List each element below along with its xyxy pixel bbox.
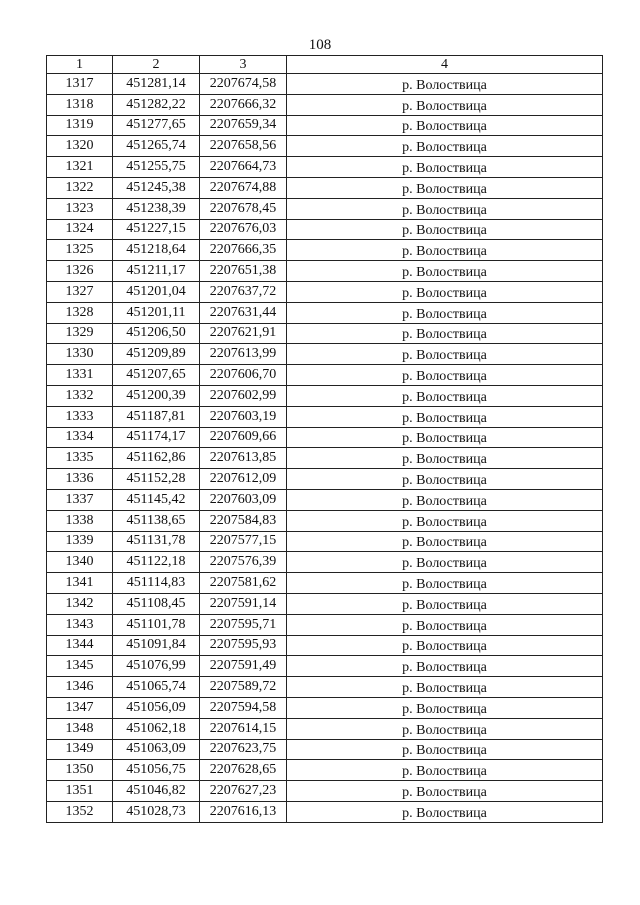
point-number-cell: 1340	[47, 552, 113, 573]
point-number-cell: 1327	[47, 281, 113, 302]
y-coordinate-cell: 2207613,99	[200, 344, 287, 365]
point-number-cell: 1318	[47, 94, 113, 115]
table-row	[47, 781, 603, 802]
x-coordinate-cell: 451108,45	[113, 593, 200, 614]
table-row	[47, 531, 603, 552]
y-coordinate-cell: 2207606,70	[200, 365, 287, 386]
point-number-cell: 1334	[47, 427, 113, 448]
description-cell: р. Волоствица	[287, 94, 603, 115]
y-coordinate-cell: 2207614,15	[200, 718, 287, 739]
header-cell-description: 4	[287, 56, 603, 74]
x-coordinate-cell: 451238,39	[113, 198, 200, 219]
y-coordinate-cell: 2207589,72	[200, 677, 287, 698]
x-coordinate-cell: 451187,81	[113, 406, 200, 427]
description-cell: р. Волоствица	[287, 302, 603, 323]
description-cell: р. Волоствица	[287, 198, 603, 219]
x-coordinate-cell: 451200,39	[113, 385, 200, 406]
y-coordinate-cell: 2207664,73	[200, 157, 287, 178]
table-row	[47, 718, 603, 739]
point-number-cell: 1330	[47, 344, 113, 365]
point-number-cell: 1345	[47, 656, 113, 677]
description-cell: р. Волоствица	[287, 781, 603, 802]
coordinates-table	[46, 55, 603, 823]
table-row	[47, 656, 603, 677]
point-number-cell: 1328	[47, 302, 113, 323]
table-row	[47, 697, 603, 718]
x-coordinate-cell: 451114,83	[113, 573, 200, 594]
description-cell: р. Волоствица	[287, 677, 603, 698]
y-coordinate-cell: 2207621,91	[200, 323, 287, 344]
y-coordinate-cell: 2207595,71	[200, 614, 287, 635]
description-cell: р. Волоствица	[287, 323, 603, 344]
description-cell: р. Волоствица	[287, 344, 603, 365]
description-cell: р. Волоствица	[287, 593, 603, 614]
table-row	[47, 635, 603, 656]
table-row	[47, 240, 603, 261]
x-coordinate-cell: 451152,28	[113, 469, 200, 490]
table-row	[47, 385, 603, 406]
description-cell: р. Волоствица	[287, 718, 603, 739]
y-coordinate-cell: 2207627,23	[200, 781, 287, 802]
y-coordinate-cell: 2207602,99	[200, 385, 287, 406]
point-number-cell: 1347	[47, 697, 113, 718]
point-number-cell: 1326	[47, 261, 113, 282]
point-number-cell: 1339	[47, 531, 113, 552]
point-number-cell: 1337	[47, 489, 113, 510]
y-coordinate-cell: 2207584,83	[200, 510, 287, 531]
description-cell: р. Волоствица	[287, 240, 603, 261]
description-cell: р. Волоствица	[287, 760, 603, 781]
x-coordinate-cell: 451076,99	[113, 656, 200, 677]
x-coordinate-cell: 451282,22	[113, 94, 200, 115]
point-number-cell: 1344	[47, 635, 113, 656]
point-number-cell: 1333	[47, 406, 113, 427]
x-coordinate-cell: 451281,14	[113, 74, 200, 95]
table-row	[47, 760, 603, 781]
y-coordinate-cell: 2207612,09	[200, 469, 287, 490]
point-number-cell: 1348	[47, 718, 113, 739]
table-header-row	[47, 56, 603, 74]
description-cell: р. Волоствица	[287, 427, 603, 448]
y-coordinate-cell: 2207674,58	[200, 74, 287, 95]
point-number-cell: 1322	[47, 177, 113, 198]
y-coordinate-cell: 2207609,66	[200, 427, 287, 448]
y-coordinate-cell: 2207666,35	[200, 240, 287, 261]
table-row	[47, 614, 603, 635]
x-coordinate-cell: 451265,74	[113, 136, 200, 157]
x-coordinate-cell: 451122,18	[113, 552, 200, 573]
y-coordinate-cell: 2207595,93	[200, 635, 287, 656]
point-number-cell: 1349	[47, 739, 113, 760]
header-cell-x: 2	[113, 56, 200, 74]
x-coordinate-cell: 451101,78	[113, 614, 200, 635]
description-cell: р. Волоствица	[287, 697, 603, 718]
y-coordinate-cell: 2207674,88	[200, 177, 287, 198]
table-row	[47, 219, 603, 240]
description-cell: р. Волоствица	[287, 614, 603, 635]
table-row	[47, 469, 603, 490]
point-number-cell: 1321	[47, 157, 113, 178]
table-row	[47, 406, 603, 427]
point-number-cell: 1317	[47, 74, 113, 95]
point-number-cell: 1341	[47, 573, 113, 594]
description-cell: р. Волоствица	[287, 136, 603, 157]
table-row	[47, 677, 603, 698]
x-coordinate-cell: 451218,64	[113, 240, 200, 261]
point-number-cell: 1350	[47, 760, 113, 781]
table-row	[47, 365, 603, 386]
point-number-cell: 1324	[47, 219, 113, 240]
point-number-cell: 1319	[47, 115, 113, 136]
description-cell: р. Волоствица	[287, 219, 603, 240]
x-coordinate-cell: 451277,65	[113, 115, 200, 136]
point-number-cell: 1351	[47, 781, 113, 802]
header-cell-number: 1	[47, 56, 113, 74]
description-cell: р. Волоствица	[287, 157, 603, 178]
description-cell: р. Волоствица	[287, 115, 603, 136]
point-number-cell: 1320	[47, 136, 113, 157]
table-row	[47, 801, 603, 822]
description-cell: р. Волоствица	[287, 510, 603, 531]
y-coordinate-cell: 2207678,45	[200, 198, 287, 219]
description-cell: р. Волоствица	[287, 801, 603, 822]
table-row	[47, 261, 603, 282]
header-cell-y: 3	[200, 56, 287, 74]
table-row	[47, 573, 603, 594]
table-row	[47, 115, 603, 136]
y-coordinate-cell: 2207658,56	[200, 136, 287, 157]
x-coordinate-cell: 451056,09	[113, 697, 200, 718]
point-number-cell: 1323	[47, 198, 113, 219]
description-cell: р. Волоствица	[287, 573, 603, 594]
point-number-cell: 1335	[47, 448, 113, 469]
y-coordinate-cell: 2207631,44	[200, 302, 287, 323]
y-coordinate-cell: 2207637,72	[200, 281, 287, 302]
y-coordinate-cell: 2207591,14	[200, 593, 287, 614]
table-row	[47, 323, 603, 344]
table-row	[47, 427, 603, 448]
point-number-cell: 1338	[47, 510, 113, 531]
description-cell: р. Волоствица	[287, 74, 603, 95]
description-cell: р. Волоствица	[287, 489, 603, 510]
y-coordinate-cell: 2207659,34	[200, 115, 287, 136]
table-row	[47, 489, 603, 510]
x-coordinate-cell: 451091,84	[113, 635, 200, 656]
x-coordinate-cell: 451211,17	[113, 261, 200, 282]
table-row	[47, 281, 603, 302]
table-row	[47, 593, 603, 614]
table-row	[47, 302, 603, 323]
description-cell: р. Волоствица	[287, 448, 603, 469]
description-cell: р. Волоствица	[287, 739, 603, 760]
table-body	[47, 74, 603, 823]
table-row	[47, 344, 603, 365]
y-coordinate-cell: 2207666,32	[200, 94, 287, 115]
x-coordinate-cell: 451201,11	[113, 302, 200, 323]
x-coordinate-cell: 451201,04	[113, 281, 200, 302]
description-cell: р. Волоствица	[287, 531, 603, 552]
x-coordinate-cell: 451207,65	[113, 365, 200, 386]
table-row	[47, 739, 603, 760]
table-row	[47, 74, 603, 95]
x-coordinate-cell: 451255,75	[113, 157, 200, 178]
point-number-cell: 1342	[47, 593, 113, 614]
description-cell: р. Волоствица	[287, 656, 603, 677]
y-coordinate-cell: 2207591,49	[200, 656, 287, 677]
point-number-cell: 1336	[47, 469, 113, 490]
y-coordinate-cell: 2207628,65	[200, 760, 287, 781]
x-coordinate-cell: 451209,89	[113, 344, 200, 365]
table-row	[47, 177, 603, 198]
y-coordinate-cell: 2207651,38	[200, 261, 287, 282]
x-coordinate-cell: 451131,78	[113, 531, 200, 552]
table-row	[47, 94, 603, 115]
y-coordinate-cell: 2207594,58	[200, 697, 287, 718]
y-coordinate-cell: 2207581,62	[200, 573, 287, 594]
y-coordinate-cell: 2207576,39	[200, 552, 287, 573]
y-coordinate-cell: 2207603,19	[200, 406, 287, 427]
point-number-cell: 1352	[47, 801, 113, 822]
point-number-cell: 1331	[47, 365, 113, 386]
x-coordinate-cell: 451206,50	[113, 323, 200, 344]
y-coordinate-cell: 2207577,15	[200, 531, 287, 552]
table-row	[47, 157, 603, 178]
point-number-cell: 1329	[47, 323, 113, 344]
table-row	[47, 136, 603, 157]
description-cell: р. Волоствица	[287, 281, 603, 302]
x-coordinate-cell: 451056,75	[113, 760, 200, 781]
y-coordinate-cell: 2207613,85	[200, 448, 287, 469]
x-coordinate-cell: 451145,42	[113, 489, 200, 510]
table-row	[47, 510, 603, 531]
y-coordinate-cell: 2207603,09	[200, 489, 287, 510]
page-number: 108	[308, 37, 332, 53]
x-coordinate-cell: 451028,73	[113, 801, 200, 822]
point-number-cell: 1346	[47, 677, 113, 698]
description-cell: р. Волоствица	[287, 552, 603, 573]
description-cell: р. Волоствица	[287, 635, 603, 656]
point-number-cell: 1332	[47, 385, 113, 406]
table-row	[47, 448, 603, 469]
point-number-cell: 1325	[47, 240, 113, 261]
description-cell: р. Волоствица	[287, 469, 603, 490]
x-coordinate-cell: 451138,65	[113, 510, 200, 531]
table-row	[47, 198, 603, 219]
x-coordinate-cell: 451227,15	[113, 219, 200, 240]
x-coordinate-cell: 451063,09	[113, 739, 200, 760]
x-coordinate-cell: 451162,86	[113, 448, 200, 469]
description-cell: р. Волоствица	[287, 261, 603, 282]
x-coordinate-cell: 451065,74	[113, 677, 200, 698]
point-number-cell: 1343	[47, 614, 113, 635]
table-row	[47, 552, 603, 573]
y-coordinate-cell: 2207616,13	[200, 801, 287, 822]
x-coordinate-cell: 451046,82	[113, 781, 200, 802]
description-cell: р. Волоствица	[287, 385, 603, 406]
y-coordinate-cell: 2207676,03	[200, 219, 287, 240]
x-coordinate-cell: 451174,17	[113, 427, 200, 448]
x-coordinate-cell: 451062,18	[113, 718, 200, 739]
description-cell: р. Волоствица	[287, 365, 603, 386]
description-cell: р. Волоствица	[287, 177, 603, 198]
y-coordinate-cell: 2207623,75	[200, 739, 287, 760]
description-cell: р. Волоствица	[287, 406, 603, 427]
x-coordinate-cell: 451245,38	[113, 177, 200, 198]
